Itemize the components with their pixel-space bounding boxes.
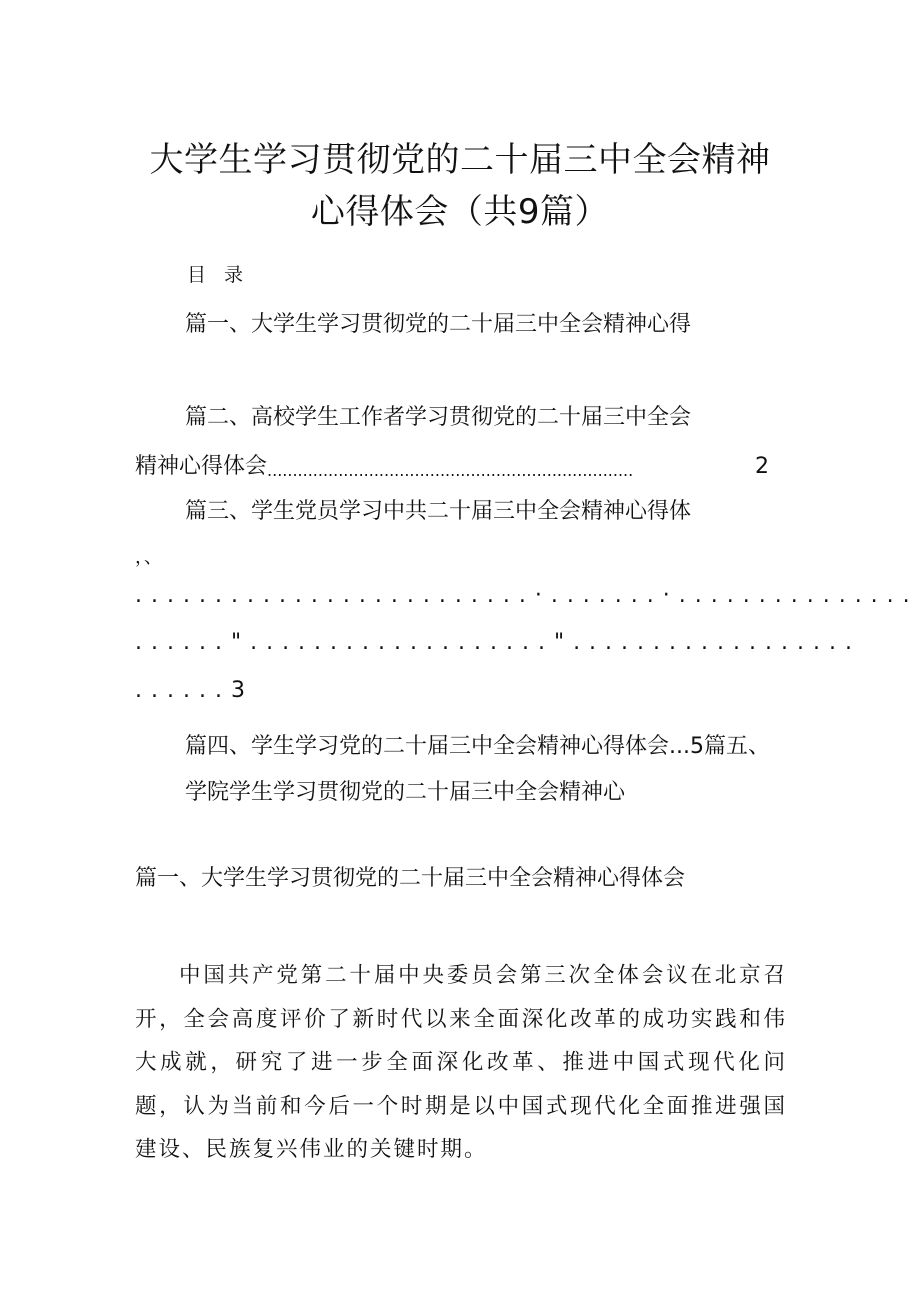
toc-entry-2-line-1[interactable]: 篇二、高校学生工作者学习贯彻党的二十届三中全会 xyxy=(185,405,692,430)
document-title-line-2: 心得体会（共9篇） xyxy=(310,192,610,232)
toc-entry-3-dot-leader-row-1: .........................·.......·............... xyxy=(135,583,919,608)
toc-entry-5[interactable]: 学院学生学习贯彻党的二十届三中全会精神心 xyxy=(185,780,626,805)
section-1-paragraph: 中国共产党第二十届中央委员会第三次全体会议在北京召开，全会高度评价了新时代以来全面深化改革的成功实践和伟大成就，研究了进一步全面深化改革、推进中国式现代化问题，认为当前和今后一个时期是以中国式现代化全面推进强国建设、民族复兴伟业的关键时期。 xyxy=(135,963,787,1162)
toc-entry-1[interactable]: 篇一、大学生学习贯彻党的二十届三中全会精神心得 xyxy=(185,312,692,337)
toc-entry-3-dot-leader-row-2: ......"...................".................. xyxy=(135,630,861,655)
toc-entry-3-line-1[interactable]: 篇三、学生党员学习中共二十届三中全会精神心得体 xyxy=(185,499,692,524)
section-1-heading: 篇一、大学生学习贯彻党的二十届三中全会精神心得体会 xyxy=(135,866,686,891)
toc-entry-3-line-2: ，、 xyxy=(135,547,162,568)
toc-heading: 目 录 xyxy=(187,264,250,286)
document-title-line-1: 大学生学习贯彻党的二十届三中全会精神 xyxy=(149,140,771,180)
toc-entry-2-line-2-row xyxy=(135,449,775,480)
toc-entry-2-dot-leader: ........................................................................ xyxy=(267,461,634,480)
toc-entry-4[interactable]: 篇四、学生学习党的二十届三中全会精神心得体会...5篇五、 xyxy=(185,734,770,759)
toc-entry-3-dot-leader-row-3: ......3 xyxy=(135,678,254,703)
toc-entry-2-page-number: 2 xyxy=(755,454,770,479)
toc-entry-2-line-2[interactable]: 精神心得体会 xyxy=(135,454,268,479)
